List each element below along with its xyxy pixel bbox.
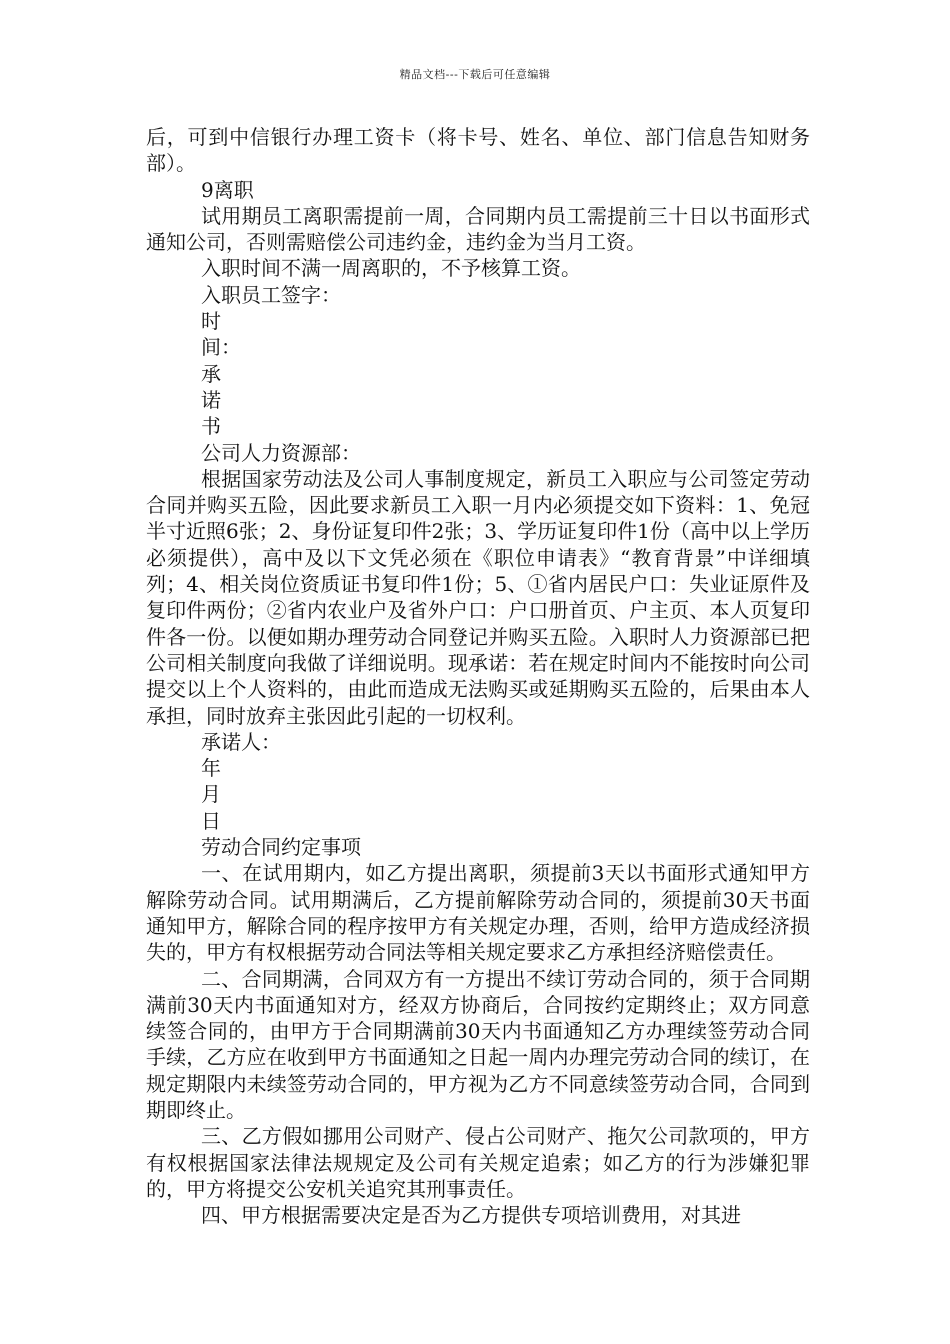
- addressee: 公司人力资源部：: [201, 440, 361, 465]
- paragraph: 入职时间不满一周离职的，不予核算工资。: [201, 256, 581, 281]
- date-month-label: 月: [201, 782, 221, 807]
- title-char: 承: [201, 361, 221, 386]
- paragraph: 根据国家劳动法及公司人事制度规定，新员工入职应与公司签定劳动合同并购买五险，因此要求新员工入职一月内必须提交如下资料：1、免冠半寸近照6张；2、身份证复印件2张；3、学历证复印件1份（高中以上学历必须提供），高中及以下文凭必须在《职位申请表》“教育背景”中详细填列；4、相关岗位资质证书复印件1份；5、①省内居民户口：失业证原件及复印件两份；②省内农业户及省外户口：户口册首页、户主页、本人页复印件各一份。以便如期办理劳动合同登记并购买五险。入职时人力资源部已把公司相关制度向我做了详细说明。现承诺：若在规定时间内不能按时向公司提交以上个人资料的，由此而造成无法购买或延期购买五险的，后果由本人承担，同时放弃主张因此引起的一切权利。: [146, 466, 810, 728]
- title-char: 书: [201, 414, 221, 439]
- clause: 四、甲方根据需要决定是否为乙方提供专项培训费用，对其进: [201, 1203, 741, 1228]
- paragraph: 后，可到中信银行办理工资卡（将卡号、姓名、单位、部门信息告知财务部）。: [146, 125, 810, 176]
- clause: 三、乙方假如挪用公司财产、侵占公司财产、拖欠公司款项的，甲方有权根据国家法律法规规定及公司有关规定追索；如乙方的行为涉嫌犯罪的，甲方将提交公安机关追究其刑事责任。: [146, 1124, 810, 1201]
- section-heading: 9离职: [201, 177, 254, 202]
- paragraph: 试用期员工离职需提前一周，合同期内员工需提前三十日以书面形式通知公司，否则需赔偿公司违约金，违约金为当月工资。: [146, 203, 810, 255]
- title-char: 诺: [201, 387, 221, 412]
- document-body: [146, 124, 810, 1228]
- date-year-label: 年: [201, 756, 221, 781]
- clause: 一、在试用期内，如乙方提出离职，须提前3天以书面形式通知甲方解除劳动合同。试用期满后，乙方提前解除劳动合同的，须提前30天书面通知甲方，解除合同的程序按甲方有关规定办理，否则，给甲方造成经济损失的，甲方有权根据劳动合同法等相关规定要求乙方承担经济赔偿责任。: [146, 861, 810, 965]
- date-day-label: 日: [201, 808, 221, 833]
- section-heading: 劳动合同约定事项: [201, 835, 361, 860]
- clause: 二、合同期满，合同双方有一方提出不续订劳动合同的，须于合同期满前30天内书面通知对方，经双方协商后，合同按约定期终止；双方同意续签合同的，由甲方于合同期满前30天内书面通知乙方办理续签劳动合同手续，乙方应在收到甲方书面通知之日起一周内办理完劳动合同的续订，在规定期限内未续签劳动合同的，甲方视为乙方不同意续签劳动合同，合同到期即终止。: [146, 966, 810, 1122]
- signature-label: 入职员工签字：: [201, 282, 341, 307]
- page-header: 精品文档---下载后可任意编辑: [399, 68, 551, 81]
- time-label-part: 间：: [201, 335, 241, 360]
- time-label-part: 时: [201, 309, 221, 334]
- promisor-label: 承诺人：: [201, 729, 281, 754]
